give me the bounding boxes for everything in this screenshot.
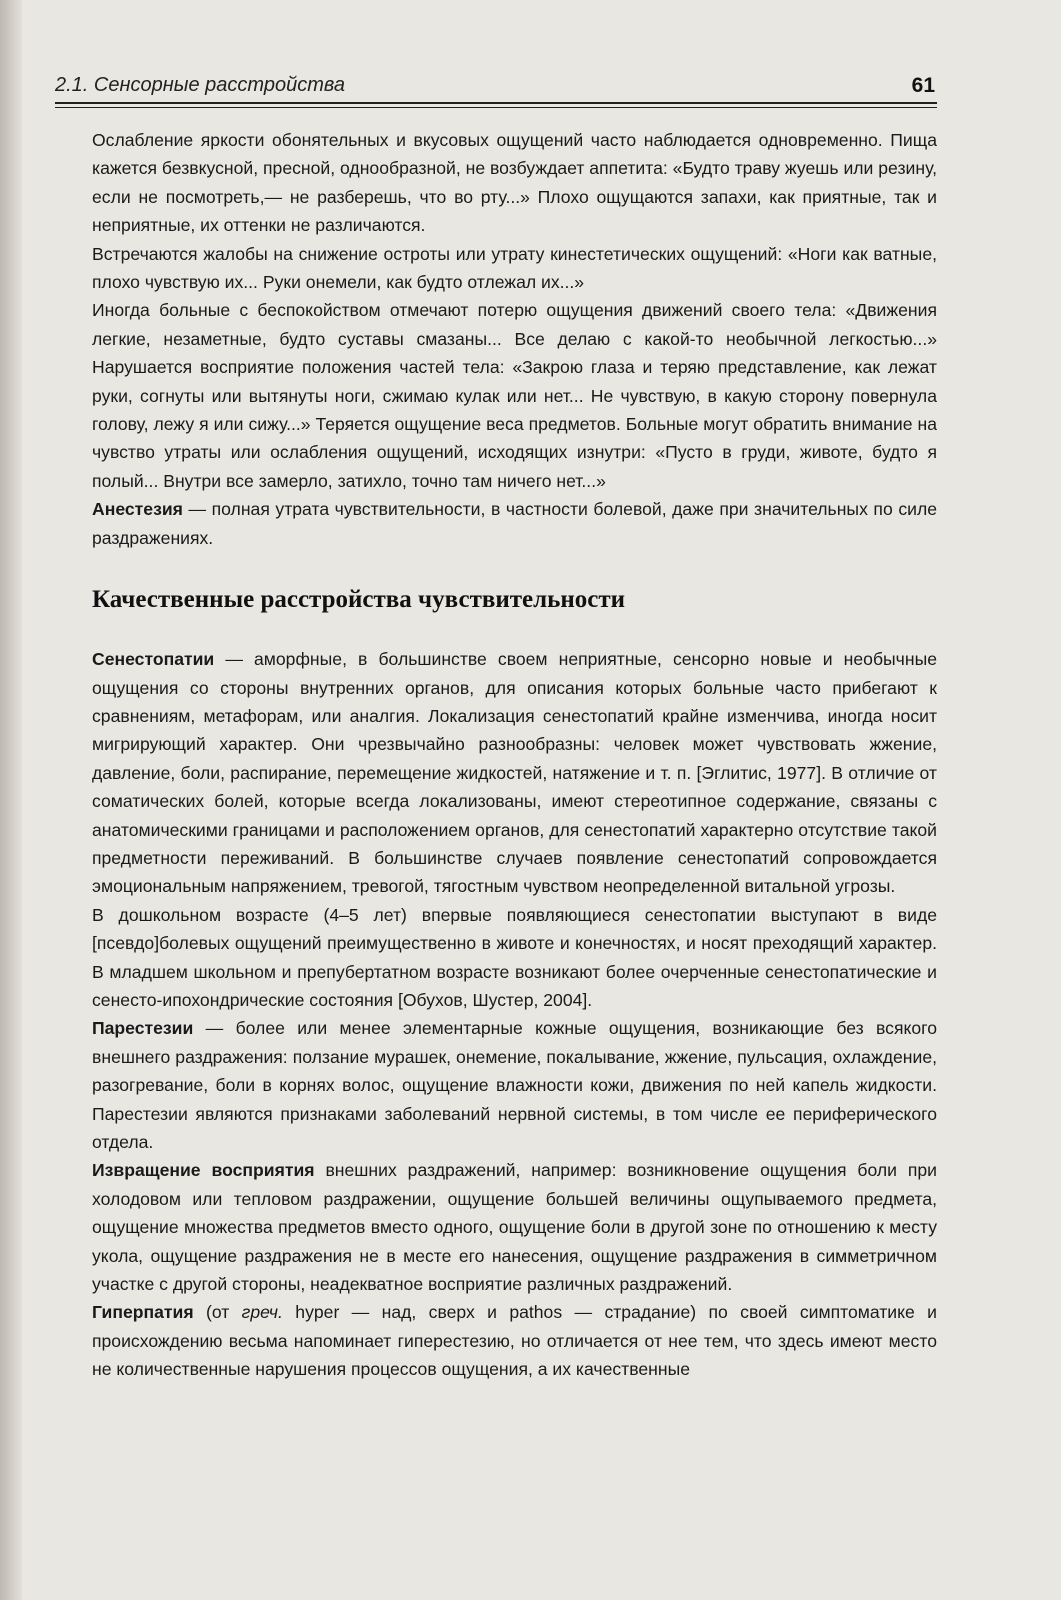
- term-perversion: Извращение восприятия: [92, 1160, 315, 1181]
- definition-anesthesia: — полная утрата чувствительности, в частности болевой, даже при значительных по силе раздражениях.: [92, 499, 937, 548]
- paragraph-hyperpathia: [92, 1298, 937, 1383]
- section-heading: Качественные расстройства чувствительности: [92, 586, 626, 614]
- page-edge-shadow: [0, 0, 22, 1600]
- definition-senestopathies: — аморфные, в большинстве своем неприятные, сенсорно новые и необычные ощущения со стороны внутренних органов, для описания которых больные часто прибегают к сравнениям, метафорам, или аналгия. Локализация сенестопатий крайне изменчива, иногда носит мигрирующий характер. Они чрезвычайно разнообразны: человек может чувствовать жжение, давление, боли, распирание, перемещение жидкостей, натяжение и т. п. [Эглитис, 1977]. В отличие от соматических болей, которые всегда локализованы, имеют стереотипное содержание, связаны с анатомическими границами и расположением органов, для сенестопатий характерно отсутствие такой предметности переживаний. В большинстве случаев появление сенестопатий сопровождается эмоциональным напряжением, тревогой, тягостным чувством неопределенной витальной угрозы.: [92, 649, 937, 897]
- paragraph-kinesthetic: Встречаются жалобы на снижение остроты или утрату кинестетических ощущений: «Ноги как ватные, плохо чувствую их... Руки онемели, как будто отлежал их...»: [92, 243, 937, 293]
- term-hyperpathia: Гиперпатия: [92, 1302, 194, 1323]
- running-head: 2.1. Сенсорные расстройства: [55, 74, 345, 96]
- paragraph-perversion: [92, 1156, 937, 1298]
- definition-perversion: внешних раздражений, например: возникновение ощущения боли при холодовом или тепловом раздражении, ощущение большей величины ощупываемого предмета, ощущение множества предметов вместо одного, ощущение боли в другой зоне по отношению к месту укола, ощущение раздражения не в месте его нанесения, ощущение раздражения в симметричном участке с другой стороны, неадекватное восприятие различных раздражений.: [92, 1160, 937, 1295]
- paragraph-paresthesia: [92, 1014, 937, 1156]
- paragraph-preschool: В дошкольном возрасте (4–5 лет) впервые появляющиеся сенестопатии выступают в виде [псевдо]болевых ощущений преимущественно в животе и конечностях, и носят преходящий характер. В младшем школьном и препубертатном возрасте возникают более очерченные сенестопатические и сенесто-ипохондрические состояния [Обухов, Шустер, 2004].: [92, 904, 937, 1010]
- term-anesthesia: Анестезия: [92, 499, 183, 520]
- page-number: 61: [911, 74, 935, 97]
- page-header: [55, 74, 935, 100]
- paragraph-senestopathies: [92, 645, 937, 901]
- term-senestopathies: Сенестопатии: [92, 649, 215, 670]
- hyperpathia-text-b: hyper — над, сверх и pathos — страдание) по своей симптоматике и происхождению весьма напоминает гиперестезию, но отличается от нее тем, что здесь имеют место не количественные нарушения процессов ощущения, а их качественные: [92, 1302, 938, 1380]
- main-text: [92, 126, 937, 1384]
- header-rule: [55, 102, 937, 108]
- hyperpathia-text-a: (от: [193, 1302, 242, 1323]
- paragraph-body-movement: Иногда больные с беспокойством отмечают потерю ощущения движений своего тела: «Движения легкие, незаметные, будто суставы смазаны... Все делаю с какой-то необычной легкостью...» Нарушается восприятие положения частей тела: «Закрою глаза и теряю представление, как лежат руки, согнуты или вытянуты ноги, сжимаю кулак или нет... Не чувствую, в какую сторону повернула голову, лежу я или сижу...» Теряется ощущение веса предметов. Больные могут обратить внимание на чувство утраты или ослабления ощущений, исходящих изнутри: «Пусто в груди, животе, будто я полый... Внутри все замерло, затихло, точно там ничего нет...»: [92, 300, 937, 491]
- term-paresthesia: Парестезии: [92, 1018, 194, 1039]
- definition-paresthesia: — более или менее элементарные кожные ощущения, возникающие без всякого внешнего раздражения: ползание мурашек, онемение, покалывание, жжение, пульсация, охлаждение, разогревание, боли в корнях волос, ощущение влажности кожи, движения по ней капель жидкости. Парестезии являются признаками заболеваний нервной системы, в том числе ее периферического отдела.: [92, 1018, 937, 1152]
- greek-abbrev: греч.: [241, 1302, 283, 1323]
- paragraph-anesthesia: [92, 495, 937, 552]
- paragraph-taste-smell: Ослабление яркости обонятельных и вкусовых ощущений часто наблюдается одновременно. Пища кажется безвкусной, пресной, однообразной, не возбуждает аппетита: «Будто траву жуешь или резину, если не посмотреть,— не разберешь, что во рту...» Плохо ощущаются запахи, как приятные, так и неприятные, их оттенки не различаются.: [92, 130, 937, 236]
